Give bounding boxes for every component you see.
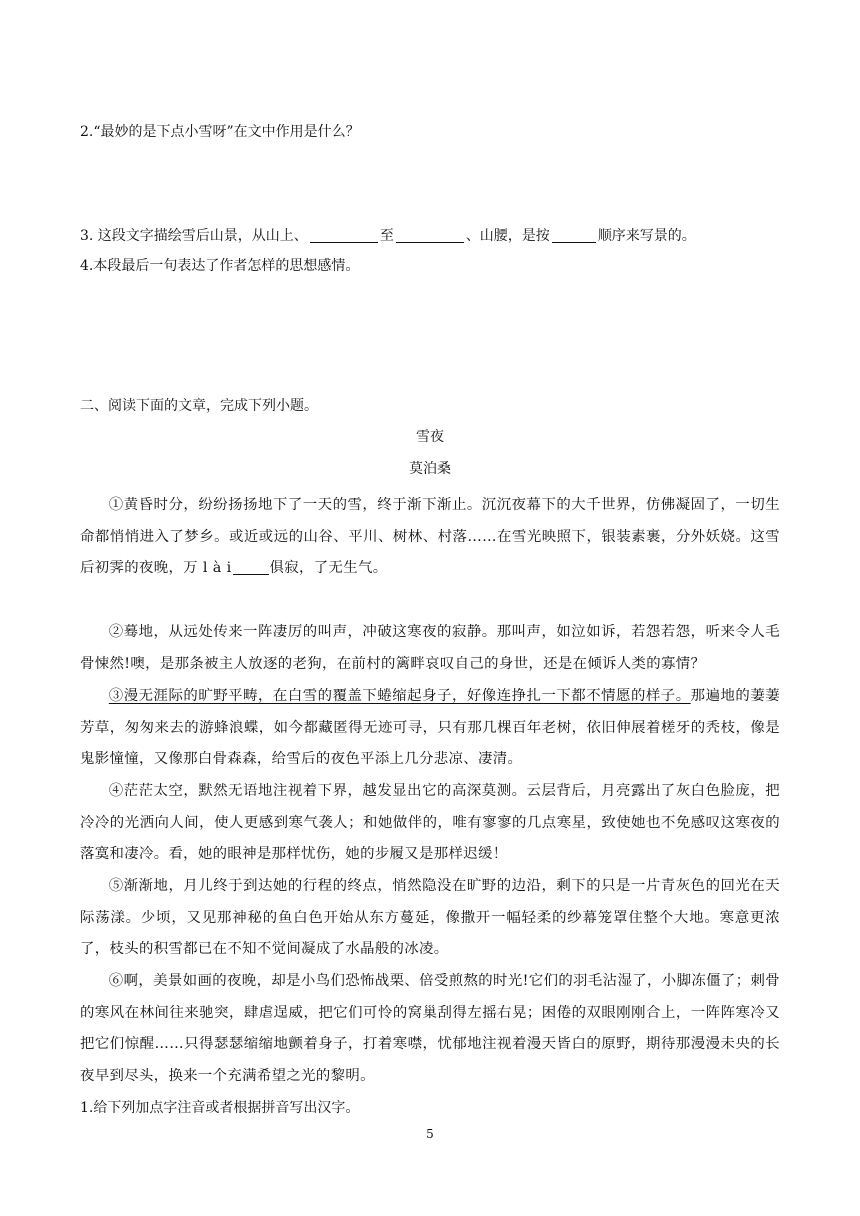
paragraph-4: ④茫茫太空，默然无语地注视着下界，越发显出它的高深莫测。云层背后，月亮露出了灰白色脸庞，把冷冷的光洒向人间，使人更感到寒气袭人；和她做伴的，唯有寥寥的几点寒星，致使她也不免感叹这寒夜的落寞和凄冷。看，她的眼神是那样忧伤，她的步履又是那样迟缓！ <box>80 783 780 862</box>
answer-blank-3[interactable] <box>552 228 596 243</box>
question-3 <box>80 226 780 246</box>
answer-blank-1[interactable] <box>310 228 378 243</box>
article-title: 雪夜 <box>416 429 444 445</box>
page-number: 5 <box>426 1127 434 1141</box>
paragraph-3 <box>80 681 780 776</box>
q3-text-a: 3. 这段文字描绘雪后山景，从山上、 <box>80 228 308 244</box>
question-1-bottom: 1.给下列加点字注音或者根据拼音写出汉字。 <box>80 1100 360 1116</box>
q3-text-d: 顺序来写景的。 <box>597 228 696 244</box>
underlined-sentence: ③漫无涯际的旷野平畴，在白雪的覆盖下蜷缩起身子，好像连挣扎一下都不情愿的样子。 <box>108 688 691 704</box>
p1-text-end: 俱寂，了无生气。 <box>269 560 388 576</box>
p3-text: 那遍地的萋萋芳草，匆匆来去的游蜂浪蝶，如今都藏匿得无迹可寻，只有那几棵百年老树，依旧伸展着槎牙的秃枝，像是鬼影憧憧，又像那白骨森森，给雪后的夜色平添上几分悲凉、凄清。 <box>80 688 780 767</box>
p1-text: ①黄昏时分，纷纷扬扬地下了一天的雪，终于渐下渐止。沉沉夜幕下的大千世界，仿佛凝固了，一切生命都悄悄进入了梦乡。或近或远的山谷、平川、树林、村落……在雪光映照下，银装素裹，分外妖娆。这雪后初霁的夜晚，万 l à i <box>80 497 780 576</box>
question-2: 2.“最妙的是下点小雪呀”在文中作用是什么？ <box>80 124 360 140</box>
paragraph-5: ⑤渐渐地，月儿终于到达她的行程的终点，悄然隐没在旷野的边沿，剩下的只是一片青灰色的回光在天际荡漾。少顷，又见那神秘的鱼白色开始从东方蔓延，像撒开一幅轻柔的纱幕笼罩住整个大地。寒意更浓了，枝头的积雪都已在不知不觉间凝成了水晶般的冰凌。 <box>80 878 780 957</box>
q3-text-b: 至 <box>379 228 394 244</box>
q3-text-c: 、山腰，是按 <box>465 228 550 244</box>
answer-blank-2[interactable] <box>396 228 464 243</box>
paragraph-2: ②蓦地，从远处传来一阵凄厉的叫声，冲破这寒夜的寂静。那叫声，如泣如诉，若怨若怨，听来令人毛骨悚然!噢，是那条被主人放逐的老狗，在前村的篱畔哀叹自己的身世，还是在倾诉人类的寡情？ <box>80 624 780 672</box>
paragraph-6: ⑥啊，美景如画的夜晚，却是小鸟们恐怖战栗、倍受煎熬的时光!它们的羽毛沾湿了，小脚冻僵了；刺骨的寒风在林间往来驰突，肆虐逞威，把它们可怜的窝巢刮得左摇右晃；困倦的双眼刚刚合上，一阵阵寒冷又把它们惊醒……只得瑟瑟缩缩地颤着身子，打着寒噤，忧郁地注视着漫天皆白的原野，期待那漫漫未央的长夜早到尽头，换来一个充满希望之光的黎明。 <box>80 973 780 1084</box>
article-author: 莫泊桑 <box>409 461 451 477</box>
question-4: 4.本段最后一句表达了作者怎样的思想感情。 <box>80 258 360 274</box>
paragraph-1 <box>80 490 780 585</box>
answer-blank-4[interactable] <box>233 560 269 575</box>
section-heading: 二、阅读下面的文章，完成下列小题。 <box>80 398 318 414</box>
